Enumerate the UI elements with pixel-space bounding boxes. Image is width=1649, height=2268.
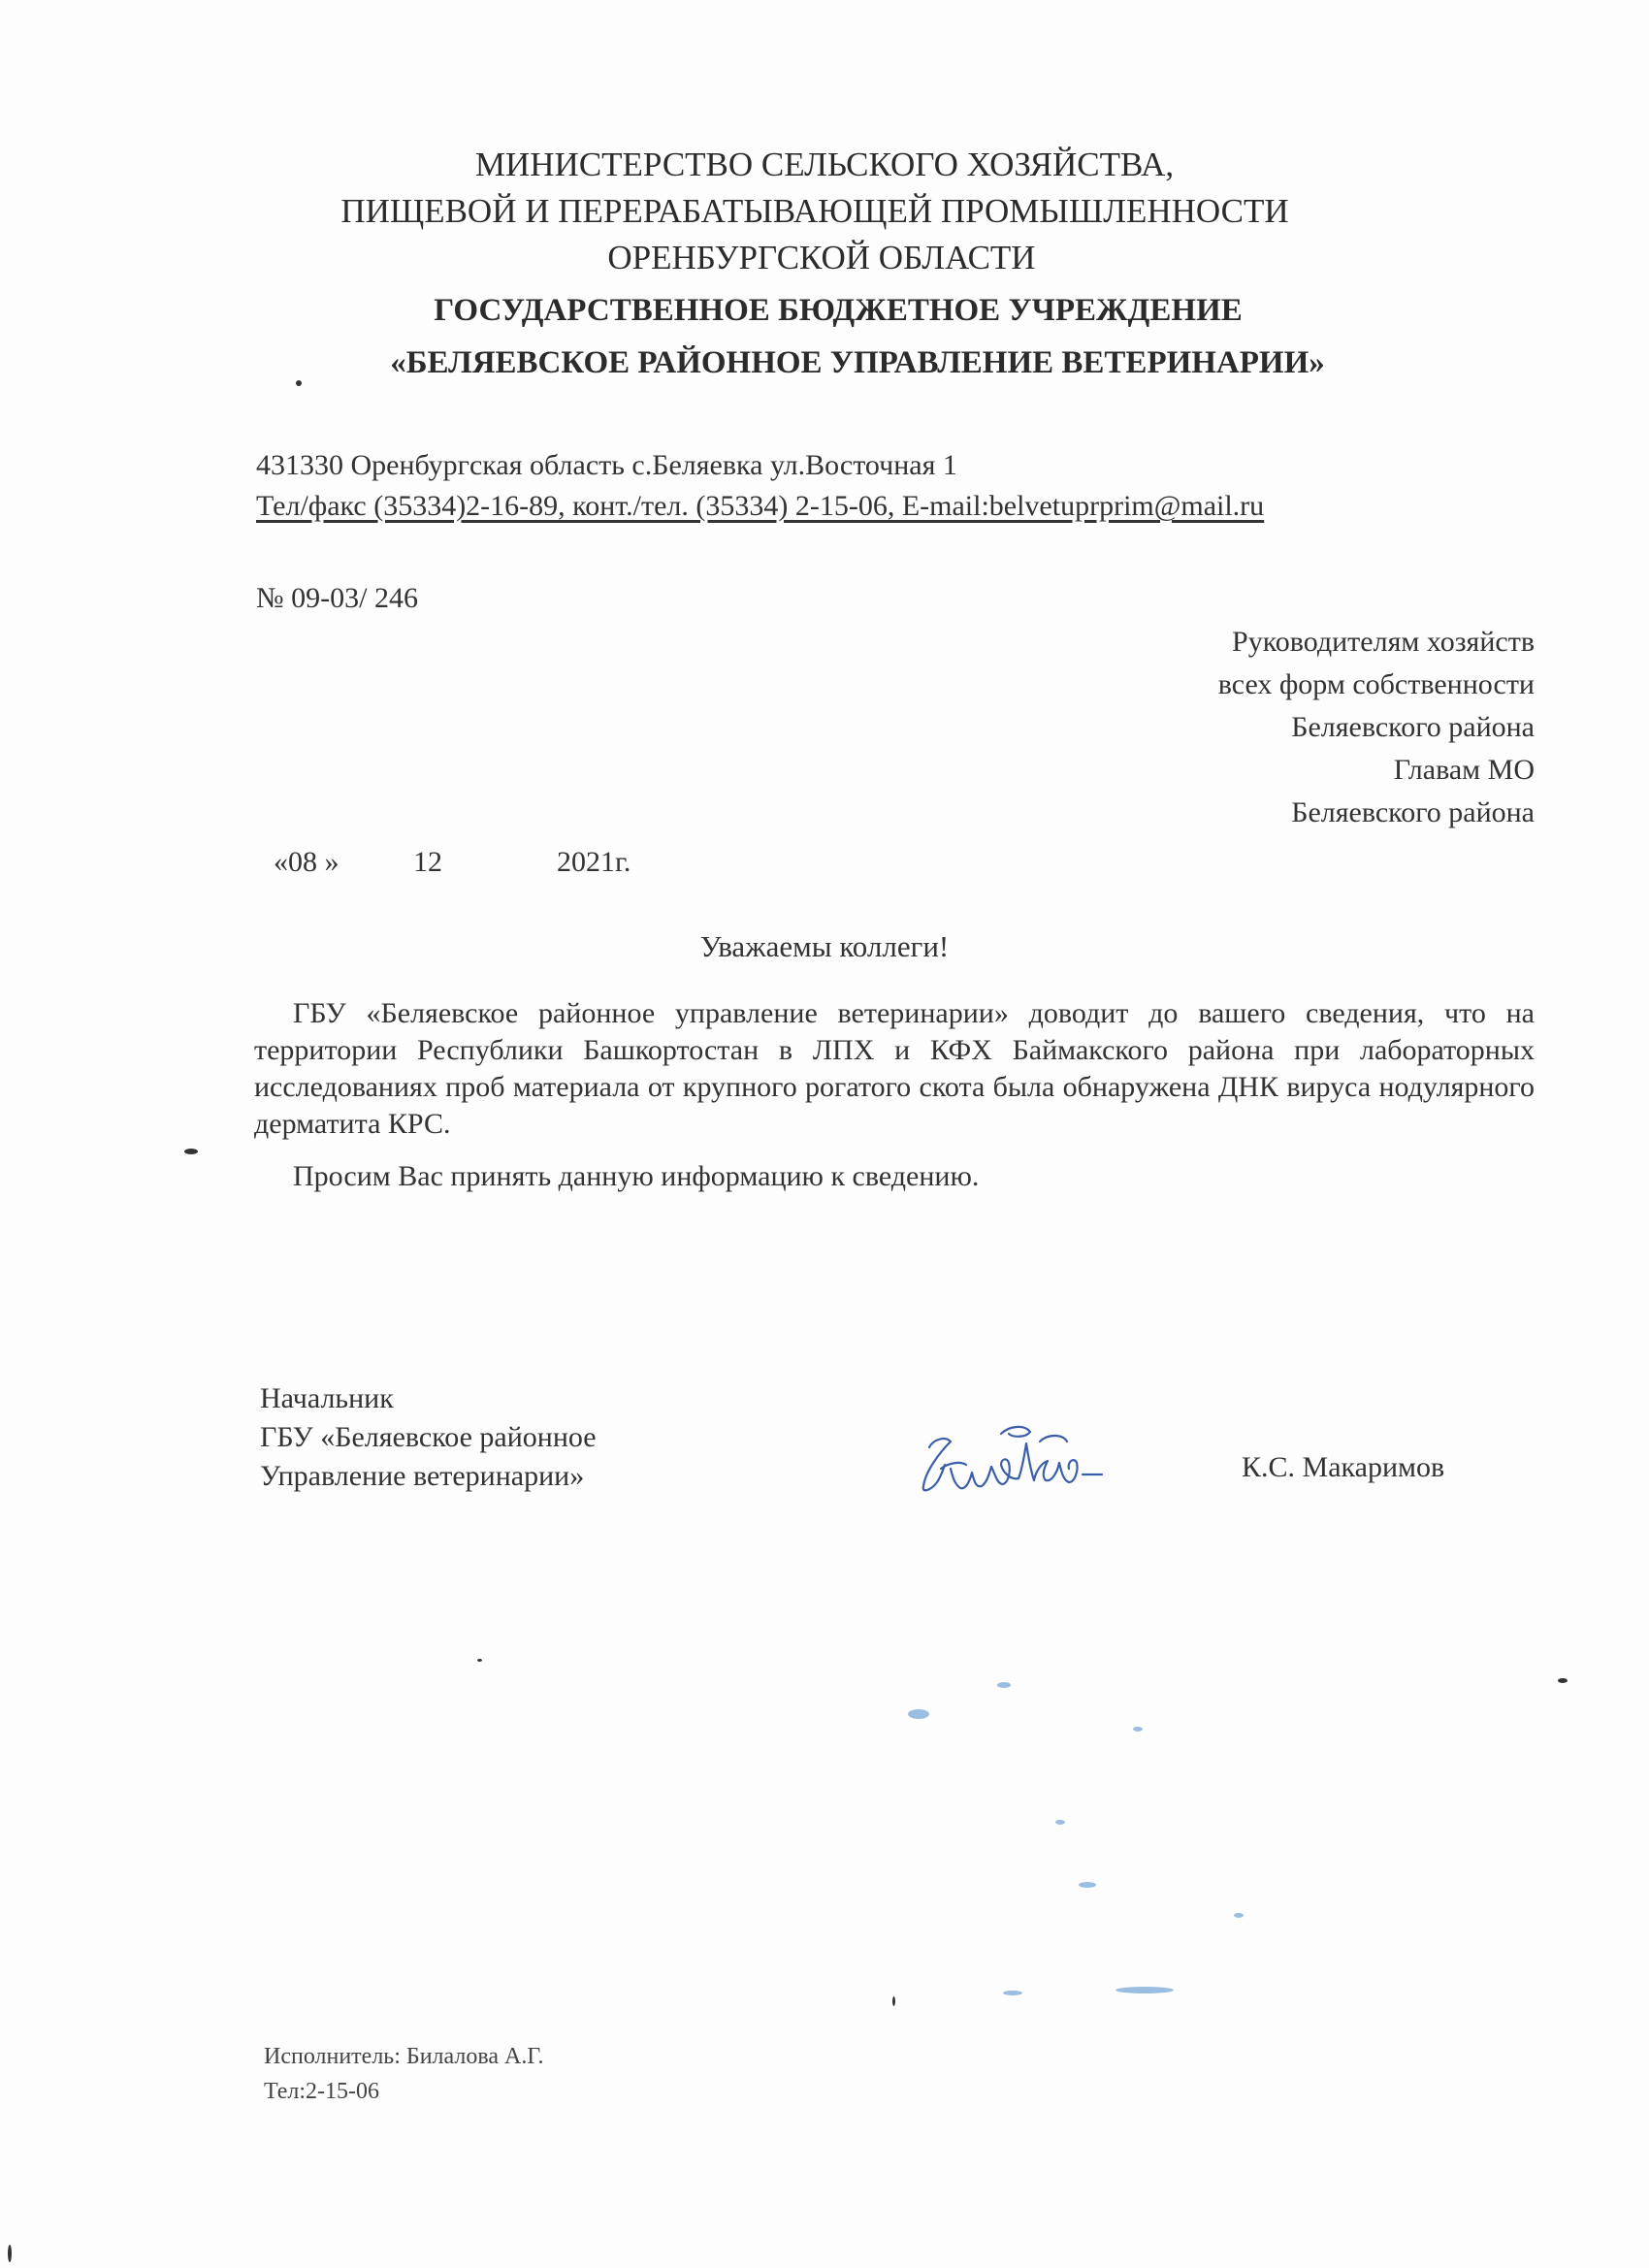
postal-address: 431330 Оренбургская область с.Беляевка ул.Восточная 1 bbox=[256, 449, 957, 481]
body-paragraph-1: ГБУ «Беляевское районное управление ветеринарии» доводит до вашего сведения, что на территории Республики Башкортостан в ЛПХ и КФХ Баймакского района при лабораторных исследованиях проб материала от крупного рогатого скота была обнаружена ДНК вируса нодулярного дерматита КРС. bbox=[254, 997, 1535, 1140]
ministry-title-line-3: ОРЕНБУРГСКОЙ ОБЛАСТИ bbox=[607, 239, 1036, 276]
scan-artifact bbox=[296, 380, 302, 386]
recipient-line: всех форм собственности bbox=[1217, 668, 1535, 700]
signatory-title-line: ГБУ «Беляевское районное bbox=[260, 1421, 597, 1453]
recipient-line: Беляевского района bbox=[1291, 711, 1535, 743]
signatory-title-line: Управление ветеринарии» bbox=[260, 1460, 585, 1492]
handwritten-signature bbox=[912, 1412, 1125, 1519]
institution-title-line-1: ГОСУДАРСТВЕННОЕ БЮДЖЕТНОЕ УЧРЕЖДЕНИЕ bbox=[434, 293, 1243, 328]
greeting: Уважаемы коллеги! bbox=[699, 929, 950, 963]
scan-artifact bbox=[1133, 1727, 1143, 1732]
scan-artifact bbox=[1558, 1678, 1568, 1683]
document-number: № 09-03/ 246 bbox=[256, 582, 418, 614]
scan-artifact bbox=[477, 1659, 482, 1662]
recipient-line: Беляевского района bbox=[1291, 796, 1535, 828]
executor-block bbox=[264, 2039, 544, 2109]
date-year: 2021г. bbox=[557, 846, 631, 878]
scan-artifact bbox=[892, 1996, 895, 2006]
recipients-block bbox=[1218, 621, 1535, 834]
body-paragraph-2: Просим Вас принять данную информацию к сведению. bbox=[293, 1160, 980, 1192]
signatory-title bbox=[260, 1379, 597, 1496]
ministry-title-line-2: ПИЩЕВОЙ И ПЕРЕРАБАТЫВАЮЩЕЙ ПРОМЫШЛЕННОСТИ bbox=[340, 192, 1289, 230]
date-month: 12 bbox=[413, 846, 442, 878]
scan-artifact bbox=[1234, 1913, 1244, 1918]
signatory-title-line: Начальник bbox=[260, 1382, 394, 1414]
scan-artifact bbox=[997, 1682, 1011, 1688]
scan-artifact bbox=[8, 2245, 12, 2262]
recipient-line: Руководителям хозяйств bbox=[1232, 626, 1535, 658]
scan-artifact bbox=[1003, 1991, 1022, 1995]
scan-artifact bbox=[184, 1149, 198, 1154]
scan-artifact bbox=[908, 1709, 929, 1719]
institution-title-line-2: «БЕЛЯЕВСКОЕ РАЙОННОЕ УПРАВЛЕНИЕ ВЕТЕРИНАРИИ» bbox=[390, 345, 1325, 380]
scan-artifact bbox=[1079, 1882, 1096, 1888]
scan-artifact bbox=[1055, 1820, 1065, 1825]
executor-phone: Тел:2-15-06 bbox=[264, 2079, 380, 2104]
executor-name: Исполнитель: Билалова А.Г. bbox=[264, 2044, 544, 2069]
contact-details: Тел/факс (35334)2-16-89, конт./тел. (35334) 2-15-06, E-mail:belvetuprprim@mail.ru bbox=[256, 490, 1265, 522]
scan-artifact bbox=[1116, 1987, 1174, 1993]
ministry-title-line-1: МИНИСТЕРСТВО СЕЛЬСКОГО ХОЗЯЙСТВА, bbox=[474, 146, 1175, 183]
date-day: «08 » bbox=[274, 846, 340, 878]
signatory-name: К.С. Макаримов bbox=[1242, 1451, 1445, 1483]
recipient-line: Главам МО bbox=[1393, 754, 1535, 786]
